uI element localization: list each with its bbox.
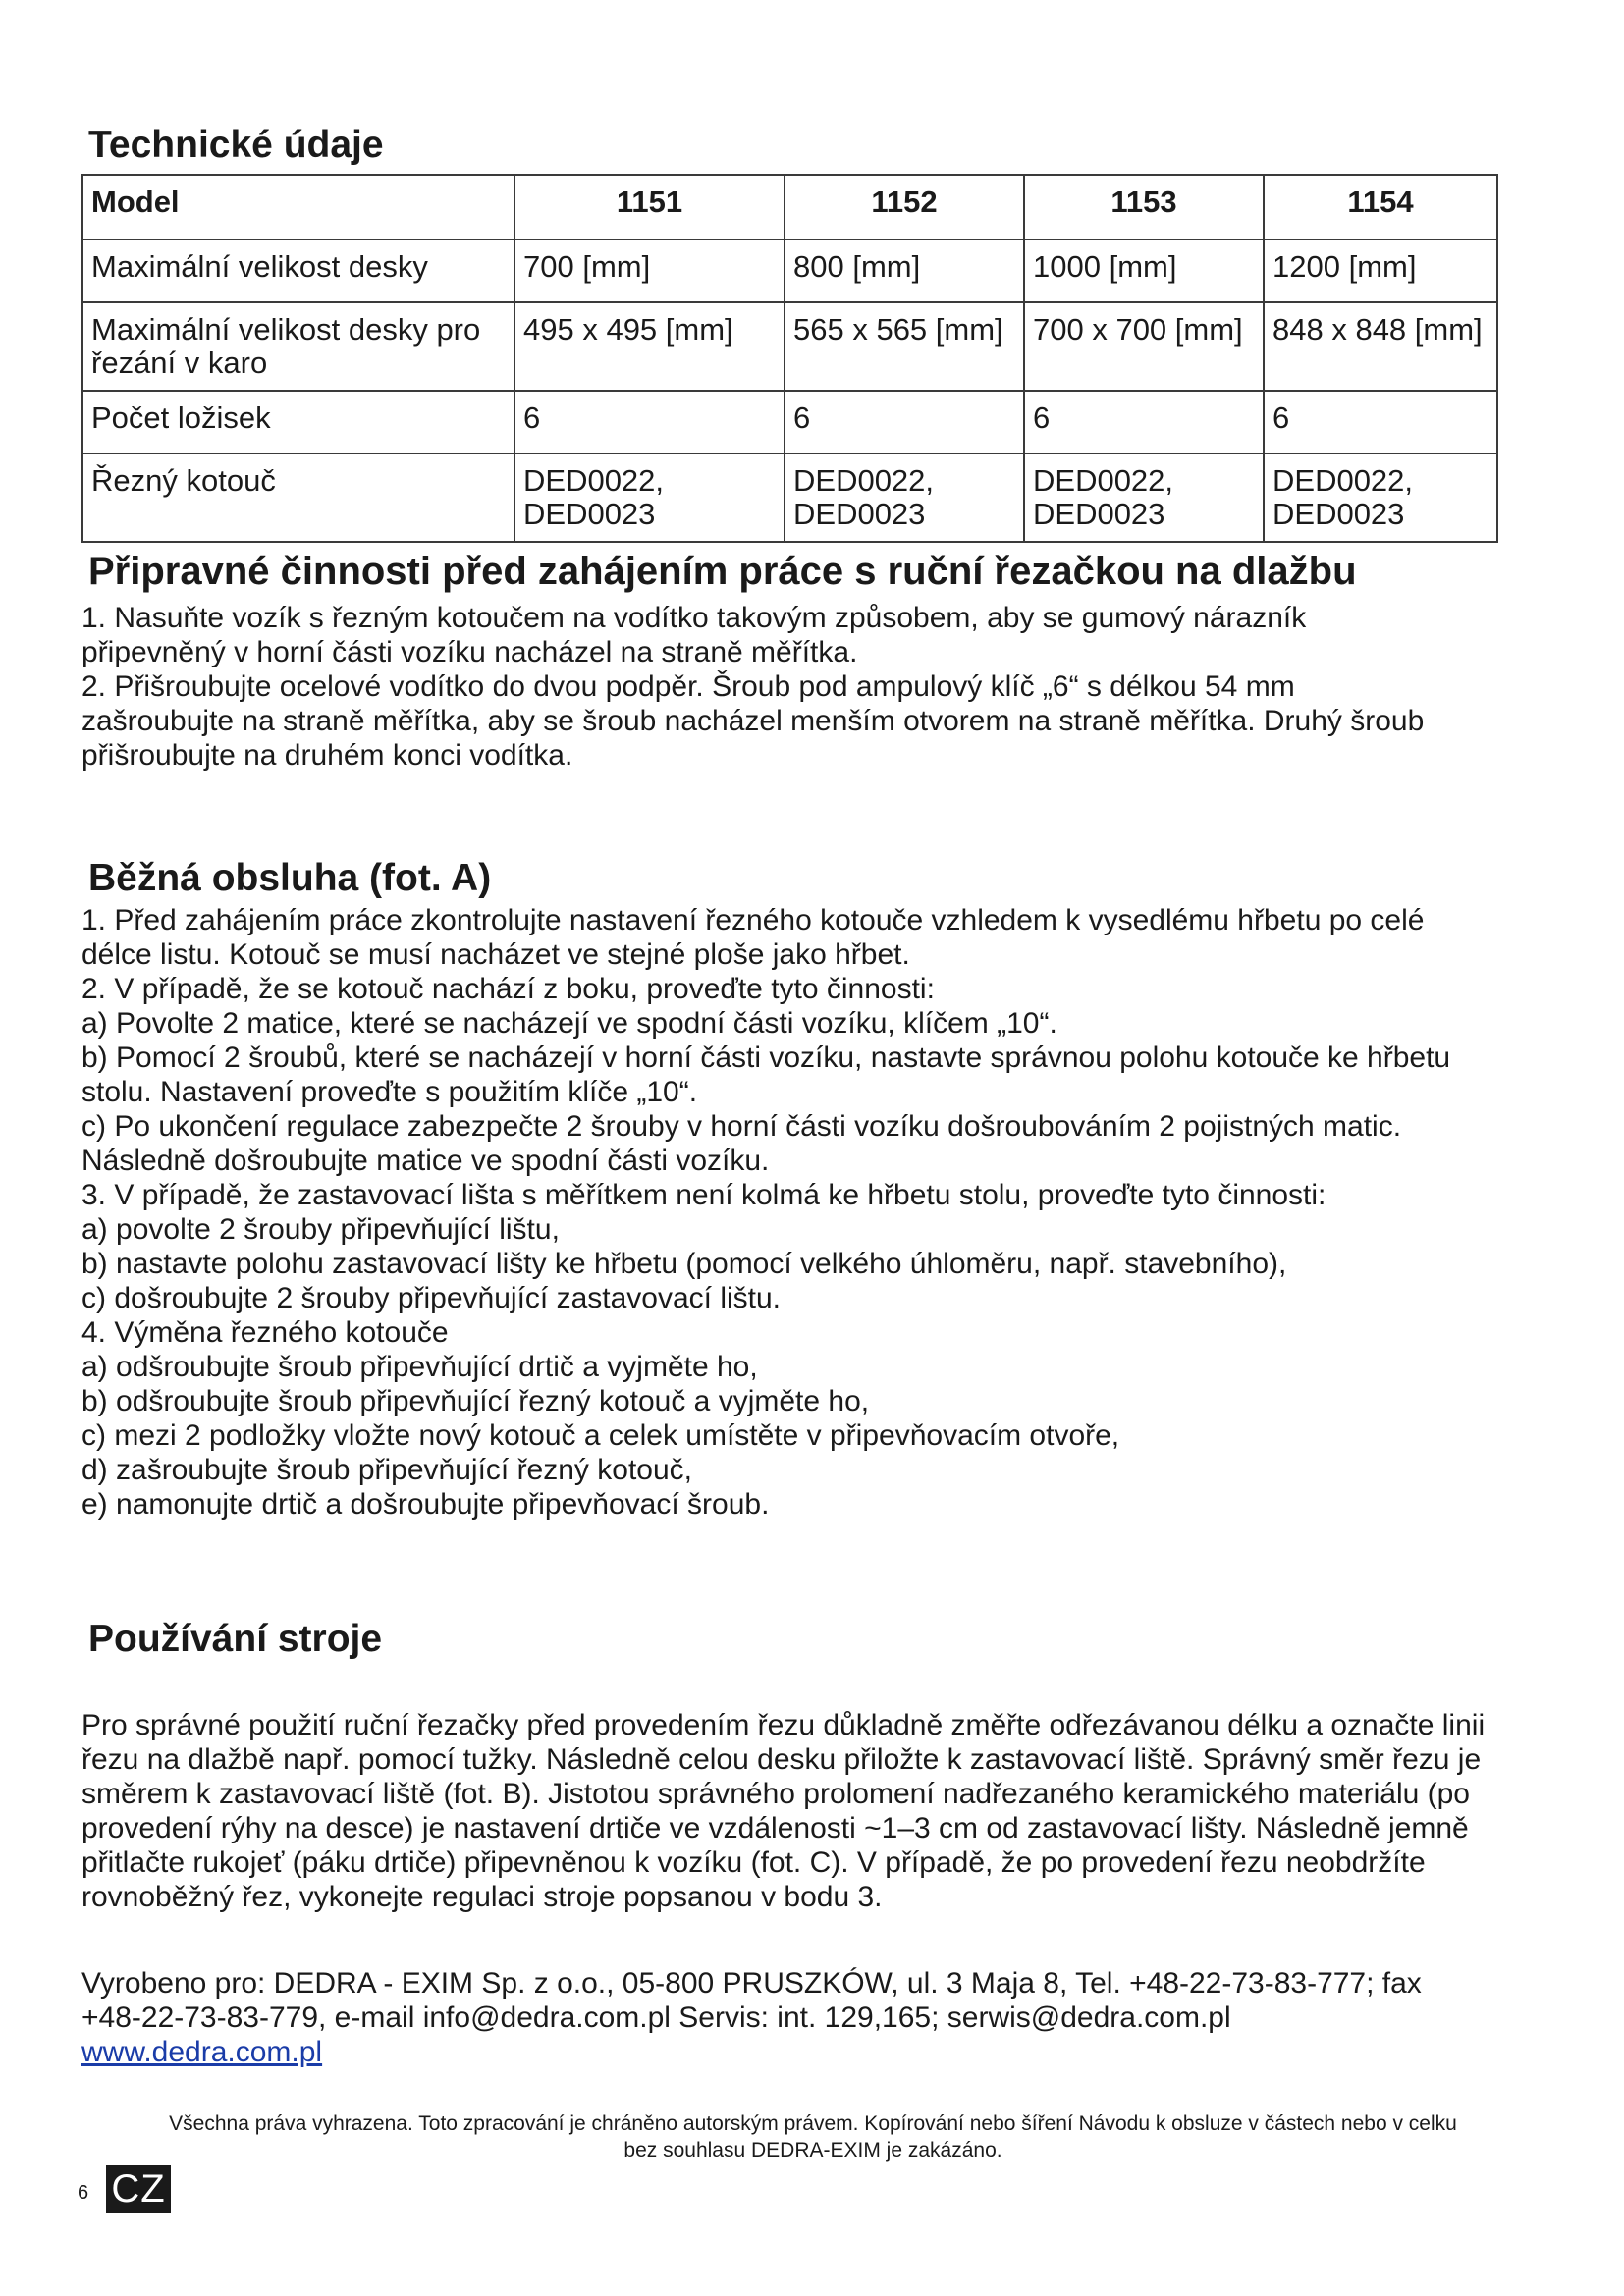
- text-line: +48-22-73-83-779, e-mail info@dedra.com.pl Servis: int. 129,165; serwis@dedra.com.pl: [81, 2002, 1231, 2034]
- text-line: b) Pomocí 2 šroubů, které se nacházejí v horní části vozíku, nastavte správnou polohu kotouče ke hřbetu: [81, 1041, 1451, 1074]
- text-line: a) Povolte 2 matice, které se nacházejí ve spodní části vozíku, klíčem „10“.: [81, 1007, 1057, 1040]
- text-line: 2. Přišroubujte ocelové vodítko do dvou podpěr. Šroub pod ampulový klíč „6“ s délkou 54 mm: [81, 670, 1295, 703]
- section-title-machine-use: Používání stroje: [88, 1618, 383, 1660]
- table-cell: 700 x 700 [mm]: [1024, 302, 1264, 391]
- text-line: Všechna práva vyhrazena. Toto zpracování je chráněno autorským právem. Kopírování nebo šíření Návodu k obsluze v částech nebo v celku: [169, 2112, 1457, 2135]
- table-header-cell: 1154: [1264, 175, 1497, 240]
- table-cell: 6: [785, 391, 1024, 454]
- text-line: b) nastavte polohu zastavovací lišty ke hřbetu (pomocí velkého úhloměru, např. stavebního),: [81, 1248, 1287, 1280]
- text-line: 2. V případě, že se kotouč nachází z boku, proveďte tyto činnosti:: [81, 973, 935, 1005]
- text-line: přitlačte rukojeť (páku drtiče) připevněnou k vozíku (fot. C). V případě, že po provedení řezu neobdržíte: [81, 1846, 1426, 1879]
- website-link[interactable]: www.dedra.com.pl: [81, 2036, 323, 2068]
- text-line: d) zašroubujte šroub připevňující řezný kotouč,: [81, 1454, 692, 1486]
- text-line: 1. Před zahájením práce zkontrolujte nastavení řezného kotouče vzhledem k vysedlému hřbetu po celé: [81, 904, 1425, 936]
- table-cell: 848 x 848 [mm]: [1264, 302, 1497, 391]
- text-line: směrem k zastavovací liště (fot. B). Jistotou správného prolomení nadřezaného keramického materiálu (po: [81, 1778, 1470, 1810]
- table-cell: DED0022, DED0023: [1024, 454, 1264, 542]
- table-cell: 800 [mm]: [785, 240, 1024, 302]
- table-cell: 1200 [mm]: [1264, 240, 1497, 302]
- text-line: přišroubujte na druhém konci vodítka.: [81, 739, 573, 772]
- text-line: b) odšroubujte šroub připevňující řezný kotouč a vyjměte ho,: [81, 1385, 870, 1417]
- table-row: [82, 240, 1497, 302]
- table-cell: DED0022, DED0023: [785, 454, 1024, 542]
- table-header-cell: 1152: [785, 175, 1024, 240]
- text-line: řezu na dlažbě např. pomocí tužky. Následně celou desku přiložte k zastavovací liště. Správný směr řezu je: [81, 1743, 1482, 1776]
- text-line: provedení rýhy na desce) je nastavení drtiče ve vzdálenosti ~1–3 cm od zastavovací lišty. Následně jemně: [81, 1812, 1469, 1844]
- text-line: rovnoběžný řez, vykonejte regulaci stroje popsanou v bodu 3.: [81, 1881, 883, 1913]
- table-header-cell: 1153: [1024, 175, 1264, 240]
- table-cell: DED0022, DED0023: [1264, 454, 1497, 542]
- table-row: [82, 391, 1497, 454]
- table-cell: 700 [mm]: [514, 240, 785, 302]
- preparation-text: [81, 601, 1544, 773]
- text-line: 4. Výměna řezného kotouče: [81, 1316, 449, 1349]
- manufacturer-contact: [81, 1966, 1544, 2069]
- text-line: Vyrobeno pro: DEDRA - EXIM Sp. z o.o., 05-800 PRUSZKÓW, ul. 3 Maja 8, Tel. +48-22-73-83-777; fax: [81, 1967, 1422, 2000]
- text-line: Následně došroubujte matice ve spodní části vozíku.: [81, 1145, 770, 1177]
- machine-use-text: [81, 1708, 1544, 1914]
- text-line: c) mezi 2 podložky vložte nový kotouč a celek umístěte v připevňovacím otvoře,: [81, 1419, 1120, 1452]
- table-cell: Maximální velikost desky pro řezání v karo: [82, 302, 514, 391]
- copyright-notice: [81, 2110, 1544, 2163]
- section-title-operation: Běžná obsluha (fot. A): [88, 857, 492, 899]
- text-line: Pro správné použití ruční řezačky před provedením řezu důkladně změřte odřezávanou délku a označte linii: [81, 1709, 1486, 1741]
- table-header-row: [82, 175, 1497, 240]
- table-cell: 495 x 495 [mm]: [514, 302, 785, 391]
- table-cell: 6: [1264, 391, 1497, 454]
- operation-text: [81, 903, 1544, 1522]
- text-line: 1. Nasuňte vozík s řezným kotoučem na vodítko takovým způsobem, aby se gumový nárazník: [81, 602, 1307, 634]
- table-header-cell: Model: [82, 175, 514, 240]
- text-line: 3. V případě, že zastavovací lišta s měřítkem není kolmá ke hřbetu stolu, proveďte tyto činnosti:: [81, 1179, 1326, 1211]
- text-line: a) povolte 2 šrouby připevňující lištu,: [81, 1213, 560, 1246]
- section-title-preparation: Připravné činnosti před zahájením práce s ruční řezačkou na dlažbu: [88, 550, 1357, 593]
- text-line: c) Po ukončení regulace zabezpečte 2 šrouby v horní části vozíku došroubováním 2 pojistných matic.: [81, 1110, 1402, 1143]
- text-line: c) došroubujte 2 šrouby připevňující zastavovací lištu.: [81, 1282, 782, 1314]
- table-row: [82, 302, 1497, 391]
- table-cell: Počet ložisek: [82, 391, 514, 454]
- technical-data-table: [81, 174, 1498, 543]
- table-cell: DED0022, DED0023: [514, 454, 785, 542]
- table-cell: 6: [1024, 391, 1264, 454]
- page-number: 6: [78, 2182, 89, 2204]
- table-cell: 6: [514, 391, 785, 454]
- table-cell: 1000 [mm]: [1024, 240, 1264, 302]
- text-line: zašroubujte na straně měřítka, aby se šroub nacházel menším otvorem na straně měřítka. Druhý šroub: [81, 705, 1425, 737]
- text-line: připevněný v horní části vozíku nacházel na straně měřítka.: [81, 636, 858, 668]
- section-title-technical-data: Technické údaje: [88, 124, 384, 166]
- table-cell: Maximální velikost desky: [82, 240, 514, 302]
- text-line: délce listu. Kotouč se musí nacházet ve stejné ploše jako hřbet.: [81, 938, 910, 971]
- text-line: bez souhlasu DEDRA-EXIM je zakázáno.: [623, 2139, 1002, 2162]
- table-header-cell: 1151: [514, 175, 785, 240]
- table-row: [82, 454, 1497, 542]
- table-cell: Řezný kotouč: [82, 454, 514, 542]
- text-line: a) odšroubujte šroub připevňující drtič a vyjměte ho,: [81, 1351, 758, 1383]
- language-badge: CZ: [106, 2165, 171, 2213]
- text-line: e) namonujte drtič a došroubujte připevňovací šroub.: [81, 1488, 770, 1521]
- text-line: stolu. Nastavení proveďte s použitím klíče „10“.: [81, 1076, 698, 1108]
- table-cell: 565 x 565 [mm]: [785, 302, 1024, 391]
